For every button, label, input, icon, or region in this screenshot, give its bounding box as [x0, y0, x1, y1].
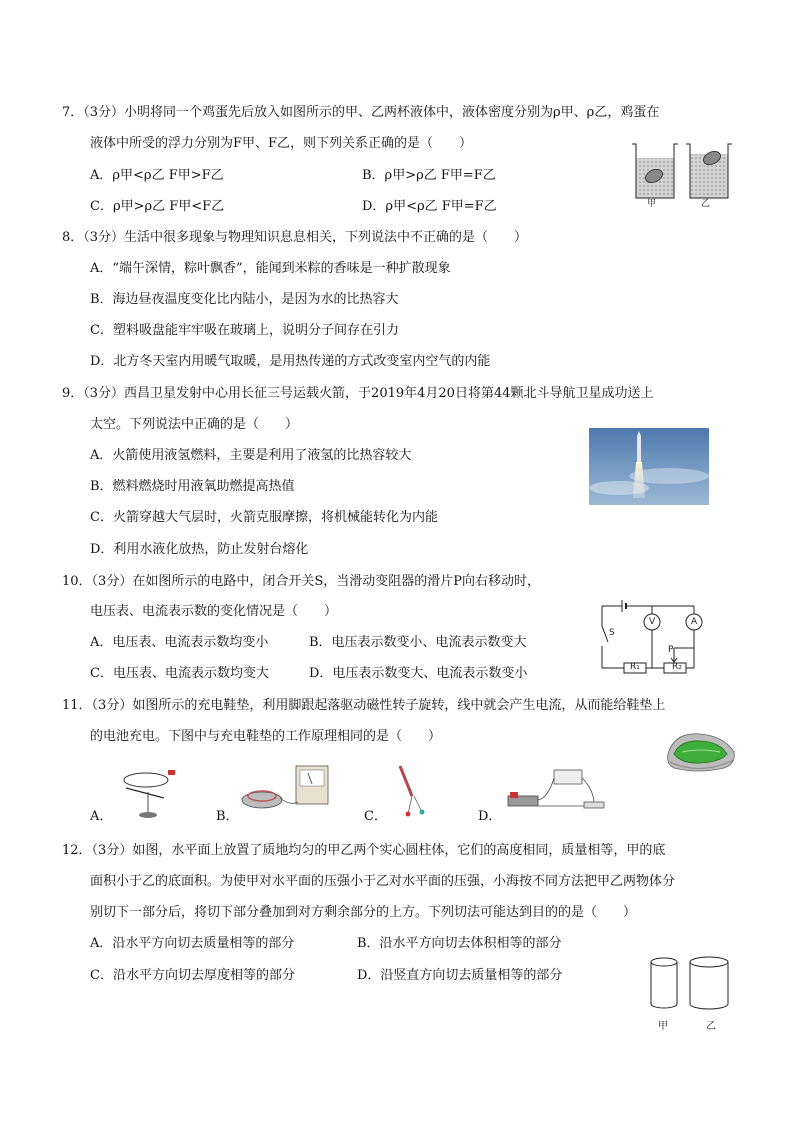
q10-option-b: B．电压表示数变小、电流表示数变大 [309, 635, 527, 650]
power-supply-icon [554, 770, 582, 784]
q10-option-c: C．电压表、电流表示数均变大 [90, 666, 269, 681]
switch-icon [602, 626, 608, 642]
q9-line-2: 太空。下列说法中正确的是（ ） [90, 417, 299, 432]
cylinder-label-yi: 乙 [706, 1021, 716, 1032]
beaker-label-jia: 甲 [647, 199, 657, 209]
circuit-label-p: P [668, 645, 674, 655]
charging-insole-image [664, 724, 738, 776]
option-a-compass-wire-figure [118, 766, 180, 822]
q12-option-d: D．沿竖直方向切去质量相等的部分 [357, 968, 563, 983]
rocket-body [637, 436, 641, 462]
circuit-label-r2: R₂ [672, 662, 682, 672]
q10-line-2: 电压表、电流表示数的变化情况是（ ） [90, 604, 338, 619]
option-c-electroscope-figure [386, 762, 446, 820]
q11-option-c: C． [364, 809, 387, 824]
q11-option-b: B． [216, 809, 239, 824]
option-d-motor-circuit-figure [498, 766, 610, 816]
q7-line-1: 7．（3分）小明将同一个鸡蛋先后放入如图所示的甲、乙两杯液体中，液体密度分别为ρ甲、ρ乙，鸡蛋在 [62, 105, 660, 120]
q12-line-1: 12．（3分）如图，水平面上放置了质地均匀的甲乙两个实心圆柱体，它们的高度相同，质量相等，甲的底 [62, 843, 666, 858]
q9-option-d: D．利用水液化放热，防止发射台熔化 [90, 542, 309, 557]
cylinder-yi [690, 957, 728, 1009]
beaker-jia [632, 144, 678, 198]
circuit-label-a: A [691, 617, 698, 627]
q11-line-2: 的电池充电。下图中与充电鞋垫的工作原理相同的是（ ） [90, 729, 442, 744]
option-b-galvanometer-figure [238, 762, 338, 818]
cylinder-jia [651, 958, 677, 1008]
q12-line-2: 面积小于乙的底面积。为使甲对水平面的压强小于乙对水平面的压强，小海按不同方法把甲乙两物体分 [90, 874, 676, 889]
q7-option-b: B．ρ甲>ρ乙 F甲=F乙 [362, 168, 496, 183]
beaker-yi [686, 144, 732, 198]
cylinders-figure [644, 952, 732, 1012]
circuit-label-r1: R₁ [630, 662, 640, 672]
circuit-label-s: S [609, 628, 615, 638]
q9-option-a: A．火箭使用液氢燃料，主要是利用了液氢的比热容较大 [90, 448, 412, 463]
rocket-launch-image [589, 428, 709, 505]
switch-icon [584, 802, 604, 808]
q8-option-c: C．塑料吸盘能牢牢吸在玻璃上，说明分子间存在引力 [90, 323, 399, 338]
q10-line-1: 10．（3分）在如图所示的电路中，闭合开关S，当滑动变阻器的滑片P向右移动时， [62, 574, 540, 589]
q8-option-d: D．北方冬天室内用暖气取暖，是用热传递的方式改变室内空气的内能 [90, 354, 491, 369]
q9-line-1: 9．（3分）西昌卫星发射中心用长征三号运载火箭，于2019年4月20日将第44颗北斗导航卫星成功送上 [62, 386, 654, 401]
q7-line-2: 液体中所受的浮力分别为F甲、F乙，则下列关系正确的是（ ） [90, 136, 473, 151]
q12-option-c: C．沿水平方向切去厚度相等的部分 [90, 968, 295, 983]
q7-option-a: A．ρ甲<ρ乙 F甲>F乙 [90, 168, 224, 183]
q7-option-d: D．ρ甲<ρ乙 F甲=F乙 [362, 199, 497, 214]
q9-option-b: B．燃料燃烧时用液氧助燃提高热值 [90, 479, 295, 494]
q9-option-c: C．火箭穿越大气层时，火箭克服摩擦，将机械能转化为内能 [90, 510, 438, 525]
compass-needle-icon [126, 788, 164, 798]
rod-icon [400, 766, 412, 796]
q8-line-1: 8．（3分）生活中很多现象与物理知识息息相关，下列说法中不正确的是（ ） [62, 230, 528, 245]
q7-option-c: C．ρ甲>ρ乙 F甲<F乙 [90, 199, 225, 214]
q12-option-b: B．沿水平方向切去体积相等的部分 [357, 936, 562, 951]
q11-line-1: 11．（3分）如图所示的充电鞋垫，利用脚跟起落驱动磁性转子旋转，线中就会产生电流，从而能给鞋垫上 [62, 698, 666, 713]
cylinder-label-jia: 甲 [658, 1021, 668, 1032]
q8-option-a: A．“端午深情，粽叶飘香”，能闻到米粽的香味是一种扩散现象 [90, 261, 451, 276]
beaker-figure [626, 136, 736, 208]
q10-option-a: A．电压表、电流表示数均变小 [90, 635, 269, 650]
q11-option-d: D． [478, 809, 502, 824]
q12-line-3: 别切下一部分后，将切下部分叠加到对方剩余部分的上方。下列切法可能达到目的的是（ ） [90, 905, 637, 920]
q8-option-b: B．海边昼夜温度变化比内陆小，是因为水的比热容大 [90, 292, 399, 307]
q11-option-a: A． [90, 809, 113, 824]
beaker-label-yi: 乙 [701, 199, 711, 209]
circuit-label-v: V [649, 617, 656, 627]
q10-option-d: D．电压表示数变大、电流表示数变小 [309, 666, 528, 681]
q12-option-a: A．沿水平方向切去质量相等的部分 [90, 936, 295, 951]
